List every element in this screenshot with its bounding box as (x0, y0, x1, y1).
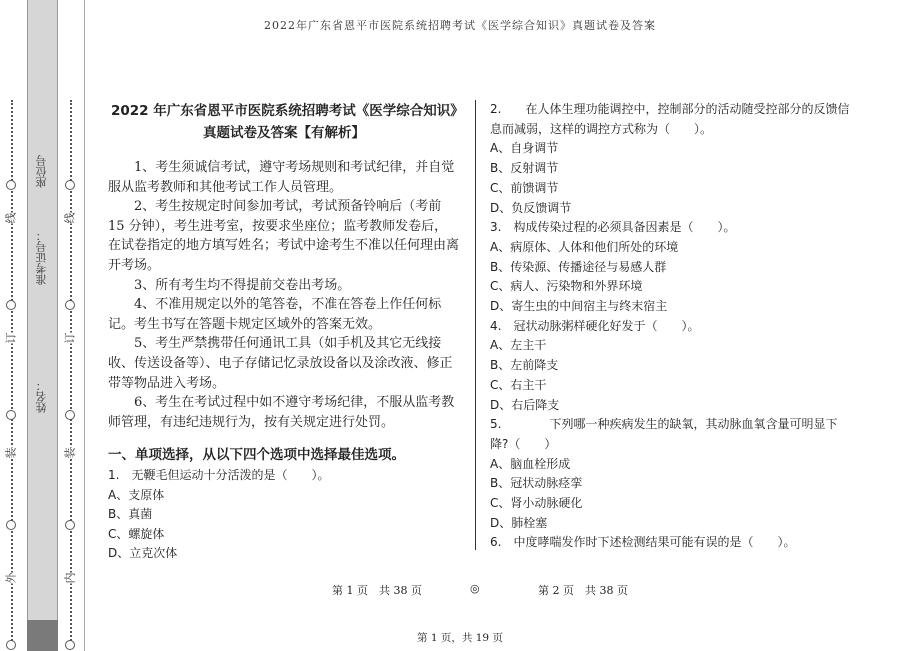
left-column (108, 100, 460, 564)
question-text: 1. 无鞭毛但运动十分活泼的是（ ）。 (108, 467, 330, 482)
ring-icon (6, 180, 16, 190)
answer-option: B、传染源、传播途径与易感人群 (490, 259, 667, 274)
answer-option: C、病人、污染物和外界环境 (490, 279, 643, 294)
footer-left-page: 第 1 页 共 38 页 (332, 584, 422, 597)
ring-icon (6, 410, 16, 420)
answer-option: A、脑血栓形成 (490, 456, 571, 471)
question-text: 2. 在人体生理功能调控中，控制部分的活动随受控部分的反馈信息而减弱，这样的调控方式称为（ ）。 (490, 102, 850, 136)
ring-icon (6, 520, 16, 530)
binding-mark: 装 (4, 447, 18, 459)
binding-mark: 内 (63, 572, 77, 584)
answer-option: D、立克次体 (108, 546, 178, 561)
question-text: 3. 构成传染过程的必须具备因素是（ ）。 (490, 220, 736, 235)
rule-item: 3、所有考生均不得提前交卷出考场。 (134, 277, 351, 293)
question-text: 5. 下列哪一种疾病发生的缺氧，其动脉血氧含量可明显下降?（ ） (490, 417, 838, 451)
section-heading: 一、单项选择，从以下四个选项中选择最佳选项。 (108, 447, 405, 464)
id-label: 准考证号： (35, 230, 48, 285)
answer-option: C、螺旋体 (108, 526, 165, 541)
answer-option: C、肾小动脉硬化 (490, 496, 583, 511)
binding-line (84, 0, 85, 651)
rule-item: 4、不准用规定以外的笔答卷，不准在答卷上作任何标记。考生书写在答题卡规定区域外的答案无效。 (108, 297, 442, 332)
footer-right-page: 第 2 页 共 38 页 (538, 584, 628, 597)
ring-icon (6, 300, 16, 310)
answer-option: B、反射调节 (490, 161, 559, 176)
answer-option: D、负反馈调节 (490, 200, 572, 215)
rule-item: 1、考生须诚信考试，遵守考场规则和考试纪律，并自觉服从监考教师和其他考试工作人员管理。 (108, 160, 455, 195)
rule-item: 6、考生在考试过程中如不遵守考场纪律，不服从监考教师管理，有违纪违规行为，按有关规定进行处罚。 (108, 395, 455, 430)
binding-mark: 订 (4, 332, 18, 344)
answer-option: B、左前降支 (490, 358, 559, 373)
answer-option: A、左主干 (490, 338, 547, 353)
seat-label: 座位号 (35, 155, 48, 188)
answer-option: D、肺栓塞 (490, 515, 548, 530)
binding-mark: 外 (4, 572, 18, 584)
answer-option: A、自身调节 (490, 141, 559, 156)
binding-mark: 装 (63, 447, 77, 459)
answer-option: A、支原体 (108, 487, 165, 502)
question-text: 6. 中度哮喘发作时下述检测结果可能有误的是（ ）。 (490, 535, 796, 550)
name-label: 姓名： (35, 380, 48, 413)
answer-option: C、前馈调节 (490, 180, 559, 195)
ring-icon (65, 300, 75, 310)
page-title: 2022 年广东省恩平市医院系统招聘考试《医学综合知识》真题试卷及答案【有解析】 (110, 103, 458, 141)
rule-item: 2、考生按规定时间参加考试，考试预备铃响后（考前 15 分钟），考生进考室，按要求坐座位；监考教师发卷后，在试卷指定的地方填写姓名；考试中途考生不准以任何理由离开考场。 (108, 199, 460, 273)
answer-option: C、右主干 (490, 377, 547, 392)
ring-icon (65, 180, 75, 190)
question-text: 4. 冠状动脉粥样硬化好发于（ ）。 (490, 318, 700, 333)
answer-option: D、右后降支 (490, 397, 560, 412)
footer-bottom-page: 第 1 页，共 19 页 (417, 632, 503, 644)
binding-band (27, 0, 58, 620)
right-column (490, 100, 850, 553)
answer-option: B、冠状动脉痉挛 (490, 476, 583, 491)
binding-mark: 线 (63, 212, 77, 224)
ring-icon (65, 410, 75, 420)
rule-item: 5、考生严禁携带任何通讯工具（如手机及其它无线接收、传送设备等）、电子存储记忆录放设备以及涂改液、修正带等物品进入考场。 (108, 336, 453, 391)
binding-mark: 线 (4, 212, 18, 224)
answer-option: D、寄生虫的中间宿主与终末宿主 (490, 299, 668, 314)
footer-center-mark: ◎ (470, 582, 480, 595)
document-header: 2022年广东省恩平市医院系统招聘考试《医学综合知识》真题试卷及答案 (264, 19, 656, 32)
column-divider (475, 100, 476, 550)
answer-option: A、病原体、人体和他们所处的环境 (490, 239, 679, 254)
ring-icon (65, 520, 75, 530)
answer-option: B、真菌 (108, 507, 153, 522)
binding-mark: 订 (63, 332, 77, 344)
